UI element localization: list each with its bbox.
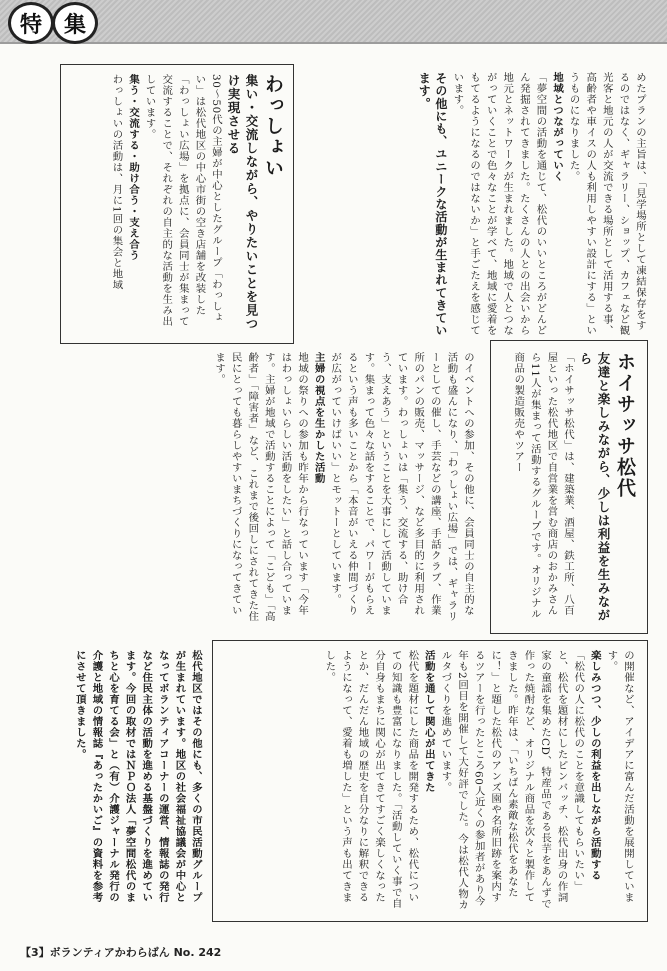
article-text: 「ホイサッサ松代」は、建築業、酒屋、鉄工所、八百屋といった松代地区で自営業を営む商店のおかみさんら11人が集まって活動するグループです。オリジナル商品の製造販売やツアー [512, 352, 574, 620]
article-text: 松代を題材にした商品を開発するため、松代についての知識も豊富になりました。「活動していく事で自分自身もまちに関心が出てきてすごく楽しくなったとか、だんだん地域の歴史を自分なりに解釈できるようになって、愛着も増した」という声も出てきました。 [323, 650, 419, 909]
article-text: のイベントへの参加、その他に、会員同士の自主的な活動も盛んになり、「わっしょい広場」では、ギャラリーとしての催し、手芸などの講座、手話クラブ、作業所のパンの販売、マッサージ、など多目的に利用されています。わっしょいは「集う、交流する、助け合う、支えあう」ということを大事にして活動しています。集まって色々な話をすることで、パワーがもらえるという声も多いことから「本音がいえる仲間づくりが広がっていけばいい」とモットーとしています。 [329, 352, 474, 622]
article-text: 地域の祭りへの参加も昨年から行なっています「今年はわっしょいらしい活動をしたい」と話し合っています。主婦が地域で活動することによって「こども」「高齢者」「障害者」など、これまで後回しにされてきた住民にとっても暮らしやすいまちづくりになってきています。 [213, 352, 309, 622]
closing-note: 松代地区ではその他にも、多くの市民活動グループが生まれています。地区の社会福祉協議会が中心となってボランティアコーナーの運営、情報誌の発行など住民主体の活動を進める基盤づくりを進めています。今回の取材ではＮＰＯ法人「夢空間松代のまちと心を育てる会」と（有）介護ジャーナル発行の介護と地域の情報誌『あったかいご』の資料を参考にさせて頂きました。 [73, 650, 202, 903]
header-band [0, 0, 667, 44]
hoisassa-column [498, 352, 638, 622]
article-text: 「夢空間の活動を通じて、松代のいいところがどんどん発掘されてきました。たくさんの人との出会いから地元とネットワークが生まれました。地域で人とつながっていくことで色々なことが学べて、地域に愛着をもてるようになるのではないか」と手ごたえを感じています。 [451, 72, 547, 336]
article-text: の開催など、アイデアに富んだ活動を展開しています。 [605, 650, 634, 903]
box-subtitle: 友達と楽しみながら、少しは利益を生みながら [578, 352, 611, 622]
article-text: 30〜50代の主婦が中心としたグループ「わっしょい」は松代地区の中心市街の空き店舗を改装した「わっしょい広場」を拠点に、会員同士が集まって交流することで、それぞれの自主的な活動を生み出しています。 [143, 74, 222, 327]
section-heading: 集う・交流する・助け合う・支え合う [127, 74, 140, 261]
section-heading: その他にも、ユニークな活動が生まれてきています。 [417, 72, 448, 337]
washoi-column [74, 74, 286, 336]
section-heading: 活動を通して関心が出てきた [422, 650, 435, 793]
header-badge: 集 [52, 2, 98, 44]
box-subtitle: 集い・交流しながら、やりたいことを見つけ実現させる [226, 74, 259, 331]
article-column-top-right [300, 72, 648, 340]
article-text: めたプランの主旨は、「見学場所として凍結保存をするのではなく、ギャラリー、ショップ、カフェなど観光客と地元の人が交流できる場所として活用する事、高齢者や車イスの人も利用しやすい設計にする」というものになりました。 [567, 72, 646, 336]
section-heading: 地域とつながっていく [551, 72, 564, 182]
article-text: 「松代の人に松代のことを意識してもらいたい」と、松代を題材にしたピンバッチ、松代出身の作詞家の童謡を集めたCD、特産品である長芋をあんずで作った焼酎など、オリジナル商品を次々と製作してきました。昨年は、「いちばん素敵な松代をあなたに！」と題した松代のアンズ園や名所旧跡を案内するツアーを行ったところ60人近くの参加者があり今年も2回目を開催して大好評でした。今は松代人物カルタづくりを進めています。 [439, 650, 585, 911]
box-title: ホイサッサ松代 [614, 352, 636, 499]
article-text: わっしょいの活動は、月に1回の集会と地域 [110, 74, 123, 291]
section-heading: 楽しみつつ、少しの利益を出しながら活動する [588, 650, 601, 881]
closing-note-column [44, 650, 204, 912]
box-title: わっしょい [262, 74, 284, 179]
header-badge: 特 [8, 2, 54, 44]
washoi-continued-column [60, 352, 476, 622]
page-footer: 【3】ボランティアかわらばん No. 242 [20, 946, 222, 959]
section-heading: 主婦の視点を生かした活動 [312, 352, 325, 484]
hoisassa-continued-column [222, 650, 636, 912]
